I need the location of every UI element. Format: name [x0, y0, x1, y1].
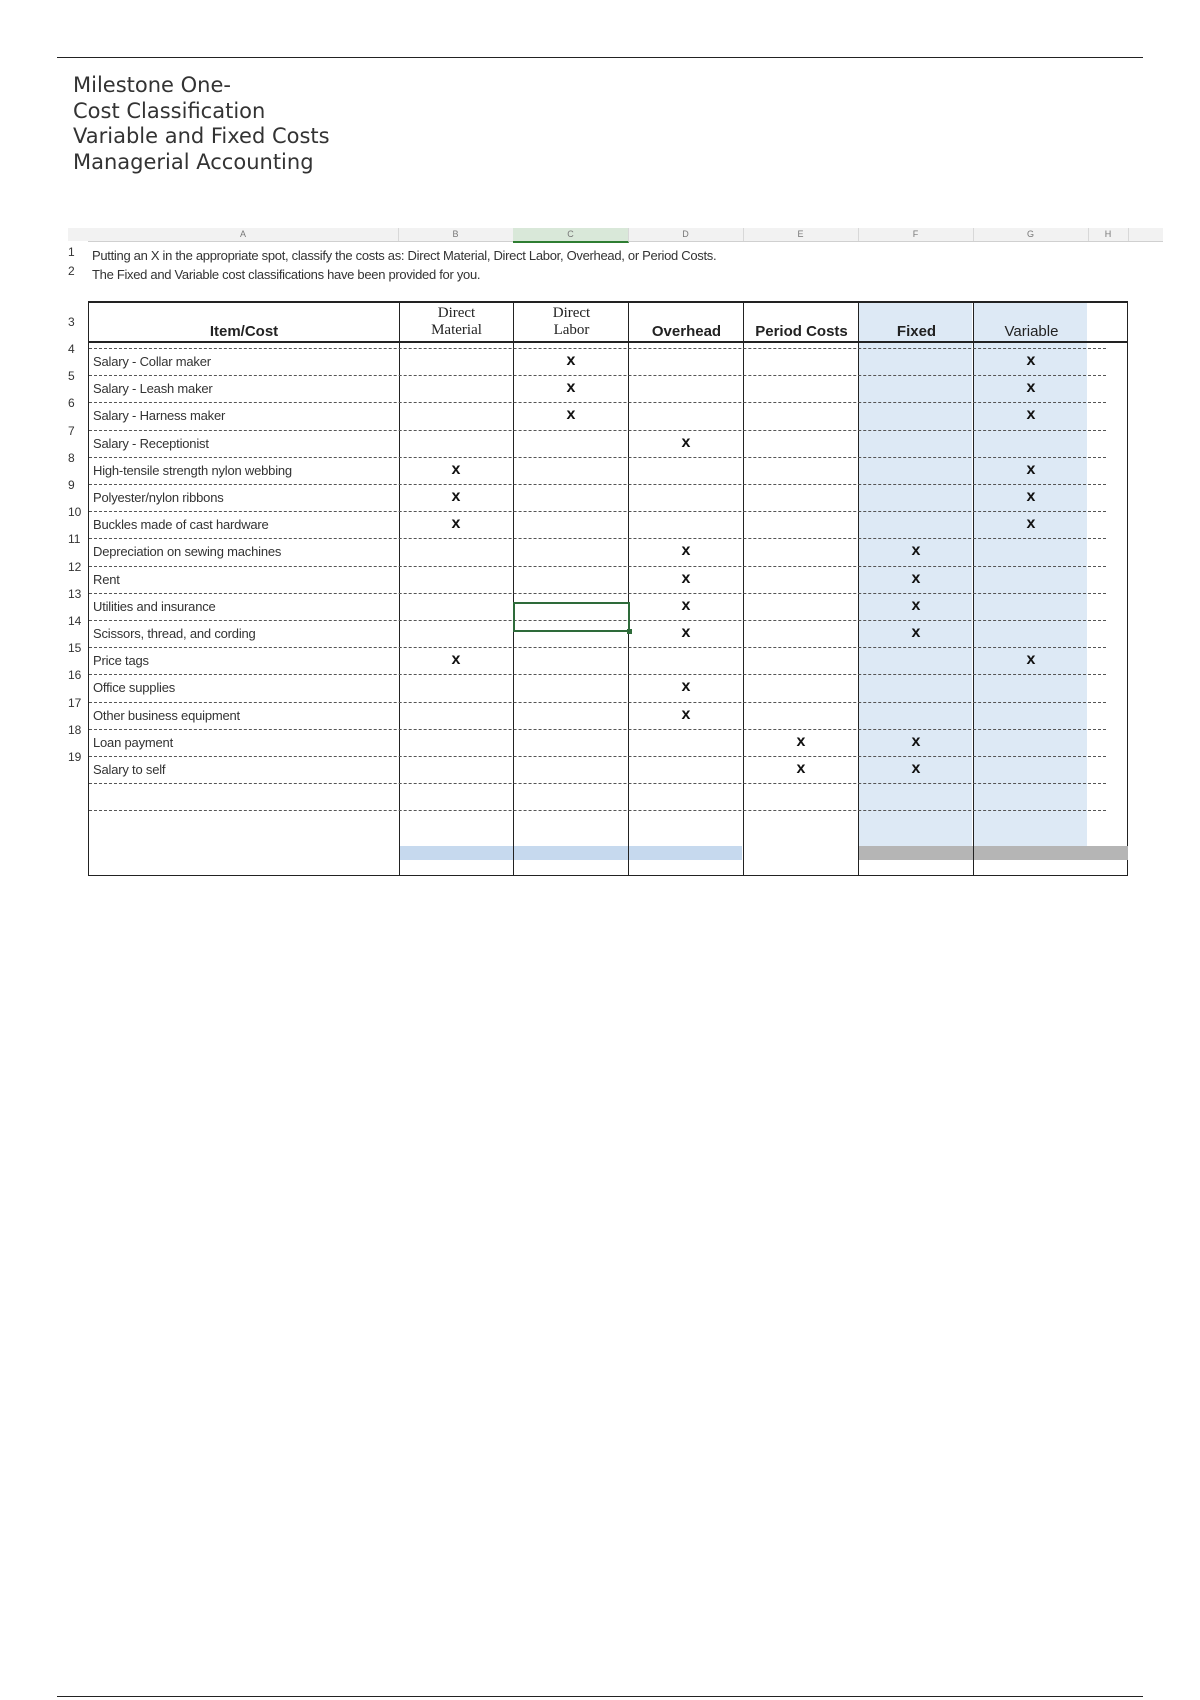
mark-variable[interactable]: x [1026, 651, 1036, 669]
mark-fixed[interactable]: x [911, 596, 921, 614]
header-direct-labor-text: Direct Labor [552, 305, 591, 338]
mark-oh[interactable]: x [681, 705, 691, 723]
mark-variable[interactable]: x [1026, 488, 1036, 505]
mark-dl[interactable]: x [566, 379, 576, 397]
cost-item-label[interactable]: Buckles made of cast hardware [93, 517, 269, 533]
cost-item-label[interactable]: Salary to self [93, 762, 166, 777]
cost-item-label[interactable]: High-tensile strength nylon webbing [93, 462, 292, 478]
footer-fill-gray [858, 846, 1128, 860]
column-header-c[interactable]: C [513, 228, 629, 243]
row-number[interactable]: 8 [68, 450, 75, 465]
cost-item-label[interactable]: Loan payment [93, 734, 173, 750]
cost-item-label[interactable]: Scissors, thread, and cording [93, 626, 256, 641]
row-number[interactable]: 12 [68, 559, 82, 574]
mark-dm[interactable]: x [451, 515, 461, 533]
column-header-g[interactable]: G [973, 228, 1089, 241]
mark-dm[interactable]: x [451, 488, 461, 505]
row-number[interactable]: 3 [68, 315, 75, 329]
title-line-2: Cost Classification [73, 98, 266, 123]
mark-variable[interactable]: x [1026, 379, 1036, 397]
column-header-f[interactable]: F [858, 228, 974, 241]
mark-variable[interactable]: x [1026, 460, 1036, 478]
header-variable: Variable [1004, 323, 1059, 340]
mark-fixed[interactable]: x [911, 542, 921, 560]
mark-dl[interactable]: x [566, 352, 576, 369]
mark-dm[interactable]: x [451, 460, 461, 478]
row-number[interactable]: 6 [68, 396, 75, 411]
instruction-line-2: The Fixed and Variable cost classifications have been provided for you. [92, 267, 481, 282]
row-separator [89, 348, 1106, 349]
cost-item-label[interactable]: Utilities and insurance [93, 598, 216, 614]
row-number[interactable]: 16 [68, 668, 82, 683]
mark-oh[interactable]: x [681, 569, 691, 587]
row-header-bar [68, 241, 88, 876]
row-separator [89, 511, 1106, 512]
row-separator [89, 647, 1106, 648]
document-title [73, 73, 330, 175]
header-direct-material [399, 305, 514, 339]
col-divider-f [858, 301, 859, 876]
fill-handle[interactable] [627, 629, 632, 634]
row-number[interactable]: 14 [68, 614, 82, 628]
cost-item-label[interactable]: Office supplies [93, 680, 176, 696]
row-separator [89, 375, 1106, 376]
header-fixed: Fixed [896, 323, 937, 340]
col-divider-c [513, 301, 514, 876]
cost-item-label[interactable]: Salary - Harness maker [93, 408, 226, 424]
mark-variable[interactable]: x [1026, 515, 1036, 533]
cost-classification-table [88, 301, 1128, 876]
cost-item-label[interactable]: Salary - Collar maker [93, 354, 211, 369]
cost-item-label[interactable]: Other business equipment [93, 707, 240, 723]
footer-rule [57, 1696, 1143, 1697]
mark-oh[interactable]: x [681, 678, 691, 696]
mark-fixed[interactable]: x [911, 624, 921, 641]
title-line-4: Managerial Accounting [73, 149, 314, 174]
col-divider-g [973, 301, 974, 876]
mark-variable[interactable]: x [1026, 406, 1036, 424]
spreadsheet-screenshot [68, 228, 1163, 876]
cost-item-label[interactable]: Salary - Leash maker [93, 381, 213, 397]
column-header-d[interactable]: D [628, 228, 744, 241]
col-divider-b [399, 301, 400, 876]
cost-item-label[interactable]: Price tags [93, 653, 149, 669]
col-divider-d [628, 301, 629, 876]
column-header-e[interactable]: E [743, 228, 859, 241]
cost-item-label[interactable]: Salary - Receptionist [93, 435, 209, 451]
mark-fixed[interactable]: x [911, 569, 921, 587]
row-number[interactable]: 18 [68, 722, 82, 737]
column-header-b[interactable]: B [398, 228, 514, 241]
header-rule [57, 57, 1143, 58]
row-number[interactable]: 5 [68, 369, 75, 384]
mark-fixed[interactable]: x [911, 760, 921, 777]
column-header-bar [68, 228, 1163, 242]
row-number[interactable]: 2 [68, 264, 75, 278]
mark-dm[interactable]: x [451, 651, 461, 669]
row-separator [89, 756, 1106, 757]
mark-dl[interactable]: x [566, 406, 576, 424]
row-number[interactable]: 11 [68, 532, 81, 547]
cost-item-label[interactable]: Polyester/nylon ribbons [93, 490, 224, 505]
cost-item-label[interactable]: Rent [93, 571, 120, 587]
row-number[interactable]: 1 [68, 245, 75, 259]
row-separator [89, 566, 1106, 567]
header-direct-material-text: Direct Material [431, 305, 482, 338]
row-separator [89, 810, 1106, 811]
header-bottom-border [89, 341, 1127, 343]
row-separator [89, 674, 1106, 675]
header-period-costs: Period Costs [755, 323, 848, 340]
mark-pc[interactable]: x [796, 732, 806, 750]
row-separator [89, 402, 1106, 403]
header-overhead: Overhead [651, 323, 722, 340]
cost-item-label[interactable]: Depreciation on sewing machines [93, 544, 282, 560]
title-line-1: Milestone One- [73, 73, 231, 97]
header-item-cost: Item/Cost [209, 323, 279, 340]
row-separator [89, 430, 1106, 431]
footer-fill-blue [399, 846, 742, 860]
table-top-border [89, 301, 1127, 303]
row-number[interactable]: 7 [68, 423, 75, 438]
row-separator [89, 457, 1106, 458]
col-divider-e [743, 301, 744, 876]
mark-oh[interactable]: x [681, 624, 691, 641]
mark-pc[interactable]: x [796, 760, 806, 777]
row-separator [89, 783, 1106, 784]
mark-variable[interactable]: x [1026, 352, 1036, 369]
mark-oh[interactable]: x [681, 596, 691, 614]
mark-fixed[interactable]: x [911, 732, 921, 750]
column-header-a[interactable]: A [88, 228, 399, 241]
row-separator [89, 538, 1106, 539]
mark-oh[interactable]: x [681, 433, 691, 451]
row-number[interactable]: 13 [68, 586, 82, 601]
selected-cell[interactable] [513, 602, 630, 632]
row-number[interactable]: 19 [68, 750, 82, 764]
row-separator [89, 729, 1106, 730]
header-direct-labor [514, 305, 629, 339]
instruction-line-1: Putting an X in the appropriate spot, classify the costs as: Direct Material, Direct Labor, Overhead, or Period Costs. [92, 248, 717, 263]
row-number[interactable]: 10 [68, 505, 82, 520]
mark-oh[interactable]: x [681, 542, 691, 560]
row-separator [89, 702, 1106, 703]
row-separator [89, 484, 1106, 485]
row-number[interactable]: 9 [68, 478, 75, 492]
row-number[interactable]: 17 [68, 695, 82, 710]
title-line-3: Variable and Fixed Costs [73, 124, 330, 148]
row-number[interactable]: 4 [68, 342, 75, 356]
row-separator [89, 593, 1106, 594]
row-number[interactable]: 15 [68, 641, 82, 656]
column-header-h[interactable]: H [1088, 228, 1129, 241]
